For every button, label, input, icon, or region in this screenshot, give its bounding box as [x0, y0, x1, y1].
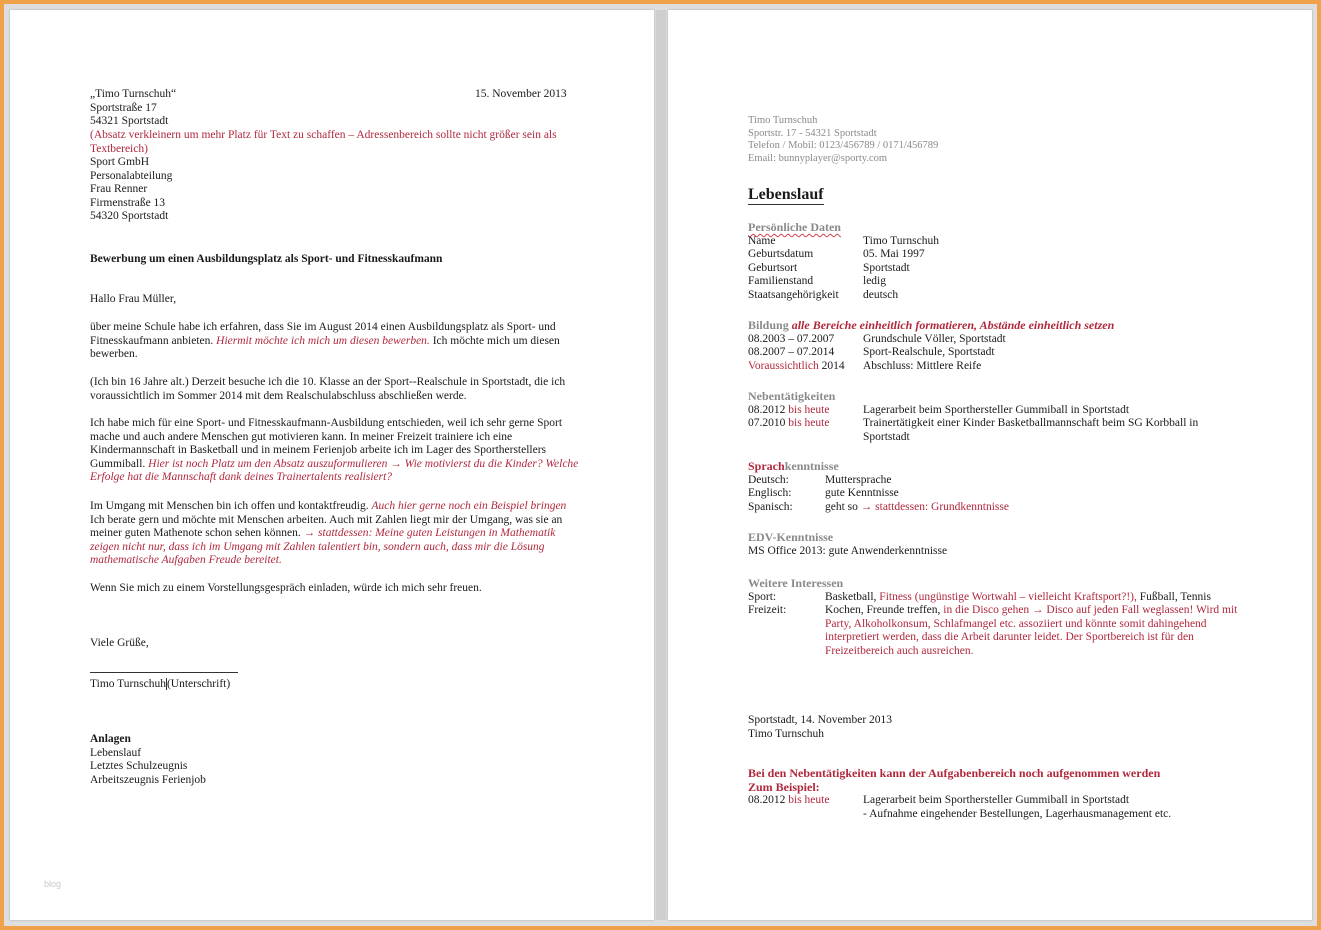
row-label-year: 2014 [821, 359, 845, 372]
row-label-comment: Voraussichtlich [748, 359, 819, 372]
section-personal [748, 221, 1228, 303]
sender-line: 54321 Sportstadt [90, 115, 169, 128]
p4-text: Im Umgang mit Menschen bin ich offen und kontaktfreudig. [90, 500, 369, 512]
row-label: Name [748, 234, 776, 247]
cv-header [748, 115, 938, 165]
signature-note: (Unterschrift) [166, 678, 231, 690]
row-label: 08.2003 – 07.2007 [748, 332, 835, 345]
data-row [748, 794, 1248, 808]
row-label: Staatsangehörigkeit [748, 288, 839, 301]
section-title-red: Sprach [748, 459, 785, 473]
row-label-date: 08.2012 [748, 794, 786, 807]
signature-name: Timo Turnschuh [90, 678, 166, 690]
cv-header-line: Telefon / Mobil: 0123/456789 / 0171/456789 [748, 140, 939, 152]
page-gutter [656, 10, 666, 920]
page-cover-letter [10, 10, 654, 920]
it-skills-value: MS Office 2013: gute Anwenderkenntnisse [748, 544, 948, 557]
data-row [748, 346, 1228, 360]
row-value: deutsch [863, 288, 899, 301]
data-row [748, 591, 1238, 605]
note-title: Bei den Nebentätigkeiten kann der Aufgabenbereich noch aufgenommen werden [748, 766, 1161, 780]
row-value-comment: in die Disco gehen → Disco auf jeden Fall weglassen! Wird mit Party, Alkoholkonsum, Schlafmangel etc. assoziiert und könnte somit dahingehend interpretiert werden, dass die Arbeit darunter leidet. Der Sportbereich ist für den Freizeitbereich auch ausreichen. [825, 604, 1238, 657]
row-value [825, 604, 1238, 658]
place-date-block [748, 714, 892, 741]
section-languages [748, 460, 1238, 514]
row-label: 08.2007 – 07.2014 [748, 346, 835, 359]
cv-header-line: Sportstr. 17 - 54321 Sportstadt [748, 127, 877, 139]
row-label-comment: bis heute [788, 794, 830, 807]
row-value-text: Kochen, Freunde treffen, [825, 604, 941, 617]
row-value: - Aufnahme eingehender Bestellungen, Lagerhausmanagement etc. [863, 807, 1172, 820]
data-row [748, 808, 1248, 822]
side-jobs-note [748, 767, 1248, 821]
row-value: Muttersprache [825, 473, 892, 486]
letter-subject: Bewerbung um einen Ausbildungsplatz als Sport- und Fitnesskaufmann [90, 253, 443, 265]
letter-date: 15. November 2013 [475, 88, 567, 100]
recipient-line: Sport GmbH [90, 156, 150, 168]
row-label-empty [748, 808, 863, 822]
recipient-line: Frau Renner [90, 183, 148, 196]
paragraph-5: Wenn Sie mich zu einem Vorstellungsgespräch einladen, würde ich mich sehr freuen. [90, 582, 482, 594]
paragraph-2: (Ich bin 16 Jahre alt.) Derzeit besuche ich die 10. Klasse an der Sport--Realschule in Sportstadt, die ich voraussichtlich im Sommer 2014 mit dem Realschulabschluss abschließen werde. [90, 376, 566, 402]
row-value: Grundschule Völler, Sportstadt [863, 332, 1006, 345]
document-viewer [4, 4, 1317, 926]
row-value-comment: → stattdessen: Grundkenntnisse [860, 500, 1009, 513]
signature-line [90, 672, 238, 673]
p4-text-2: Ich berate gern und möchte mit Menschen arbeiten. Auch mit Zahlen liegt mir der Umgang, was sie an meiner guten Mathenote schon sehen können. [90, 513, 563, 540]
section-heading [748, 319, 1228, 333]
section-interests [748, 577, 1238, 659]
row-value-text-2: Fußball, Tennis [1139, 590, 1211, 603]
page-cv [668, 10, 1312, 920]
p1-text-2: Ich möchte mich um diesen bewerben. [90, 334, 560, 361]
row-value: ledig [863, 275, 886, 288]
cv-signature-name: Timo Turnschuh [748, 727, 824, 740]
data-row [748, 604, 1238, 658]
row-value [825, 501, 1009, 515]
paragraph-4 [90, 500, 580, 568]
row-label: Spanisch: [748, 500, 793, 513]
attachment-item: Letztes Schulzeugnis [90, 760, 188, 773]
data-row [748, 289, 1228, 303]
sender-line: Sportstraße 17 [90, 101, 157, 114]
row-label: Englisch: [748, 487, 792, 500]
data-row [748, 360, 1228, 374]
closing: Viele Grüße, [90, 637, 149, 649]
p1-text: über meine Schule habe ich erfahren, dass Sie im August 2014 einen Ausbildungsplatz als Sport- und Fitnesskaufmann anbieten. [90, 321, 556, 347]
recipient-line: Firmenstraße 13 [90, 196, 166, 209]
row-value [825, 591, 1211, 605]
row-label [748, 794, 863, 808]
row-value-text: geht so [825, 500, 858, 513]
watermark: blog [44, 879, 62, 890]
section-it-skills [748, 531, 1238, 558]
row-value: 05. Mai 1997 [863, 248, 925, 261]
row-label: Geburtsort [748, 261, 798, 274]
section-title: Weitere Interessen [748, 576, 844, 590]
section-title: Nebentätigkeiten [748, 389, 836, 403]
p3-text: Ich habe mich für eine Sport- und Fitnesskaufmann-Ausbildung entschieden, weil ich sehr gerne Sport mache und auch andere Menschen gut motivieren kann. In meiner Freizeit trainiere ich eine Kindermannschaft in Basketball und in meinem Ferienjob arbeite ich im Lager des Sportherstellers Gummiball. [90, 417, 563, 470]
row-value-comment: Fitness (ungünstige Wortwahl – vielleicht Kraftsport?!), [879, 590, 1137, 603]
data-row [748, 275, 1228, 289]
row-value: Timo Turnschuh [863, 234, 939, 247]
p1-comment: Hiermit möchte ich mich um diesen bewerben. [216, 334, 430, 347]
attachments [90, 733, 206, 787]
recipient-line: Personalabteilung [90, 169, 173, 182]
row-label: Sport: [748, 590, 777, 603]
row-label [748, 404, 863, 418]
attachments-title: Anlagen [90, 733, 131, 745]
p4-comment-1: Auch hier gerne noch ein Beispiel bringen [371, 500, 567, 512]
data-row [748, 417, 1238, 444]
row-label: Geburtsdatum [748, 248, 814, 261]
row-value: gute Kenntnisse [825, 487, 899, 500]
section-title: Bildung [748, 318, 789, 332]
cv-title: Lebenslauf [748, 186, 824, 203]
row-label-comment: bis heute [788, 403, 830, 416]
row-value: Lagerarbeit beim Sporthersteller Gummiball in Sportstadt [863, 794, 1130, 807]
attachment-item: Lebenslauf [90, 746, 142, 759]
row-label [748, 360, 863, 374]
p3-comment: Hier ist noch Platz um den Absatz auszuformulieren → Wie motivierst du die Kinder? Welche Erfolge hat die Mannschaft dank deines Trainertalents realisiert? [90, 457, 579, 484]
salutation: Hallo Frau Müller, [90, 293, 177, 305]
row-label [748, 417, 863, 444]
cv-header-line: Timo Turnschuh [748, 115, 818, 126]
data-row [748, 262, 1228, 276]
data-row [748, 248, 1228, 262]
section-comment: alle Bereiche einheitlich formatieren, Abstände einheitlich setzen [791, 318, 1115, 332]
note-subtitle: Zum Beispiel: [748, 779, 820, 794]
paragraph-1 [90, 321, 580, 362]
section-side-jobs [748, 390, 1238, 444]
recipient-line: 54320 Sportstadt [90, 210, 169, 223]
row-label-date: 08.2012 [748, 403, 786, 416]
row-label-date: 07.2010 [748, 417, 786, 430]
row-value: Abschluss: Mittlere Reife [863, 359, 982, 372]
sender-address [90, 88, 390, 129]
address-note: (Absatz verkleinern um mehr Platz für Text zu schaffen – Adressenbereich sollte nicht größer sein als Textbereich) [90, 129, 557, 155]
recipient-address [90, 156, 390, 224]
paragraph-3 [90, 417, 580, 485]
attachment-item: Arbeitszeugnis Ferienjob [90, 773, 206, 786]
signature [90, 678, 230, 692]
row-value-text: Basketball, [825, 590, 877, 603]
section-title: Persönliche Daten [748, 220, 841, 234]
data-row [748, 404, 1238, 418]
data-row [748, 333, 1228, 347]
row-label-comment: bis heute [788, 417, 830, 430]
data-row [748, 501, 1238, 515]
row-value: Sportstadt [863, 261, 910, 274]
place-date: Sportstadt, 14. November 2013 [748, 714, 893, 726]
data-row [748, 474, 1238, 488]
row-label: Familienstand [748, 275, 814, 288]
section-title: EDV-Kenntnisse [748, 530, 834, 544]
p4-comment-2: → stattdessen: Meine guten Leistungen in Mathematik zeigen nicht nur, dass ich im Umgang mit Zahlen talentiert bin, sondern auch, dass mir die Lösung mathematische Aufgaben Freude bereitet. [90, 527, 556, 567]
cv-header-line: Email: bunnyplayer@sporty.com [748, 152, 888, 164]
row-value: Sport-Realschule, Sportstadt [863, 346, 995, 359]
data-row [748, 235, 1228, 249]
section-education [748, 319, 1228, 373]
row-label: Deutsch: [748, 473, 789, 486]
section-title: kenntnisse [784, 459, 839, 473]
row-label: Freizeit: [748, 604, 787, 617]
data-row [748, 487, 1238, 501]
row-value: Lagerarbeit beim Sporthersteller Gummiball in Sportstadt [863, 403, 1130, 416]
row-value: Trainertätigkeit einer Kinder Basketballmannschaft beim SG Korbball in Sportstadt [863, 417, 1199, 443]
sender-line: „Timo Turnschuh“ [90, 88, 177, 100]
section-heading [748, 460, 1238, 474]
